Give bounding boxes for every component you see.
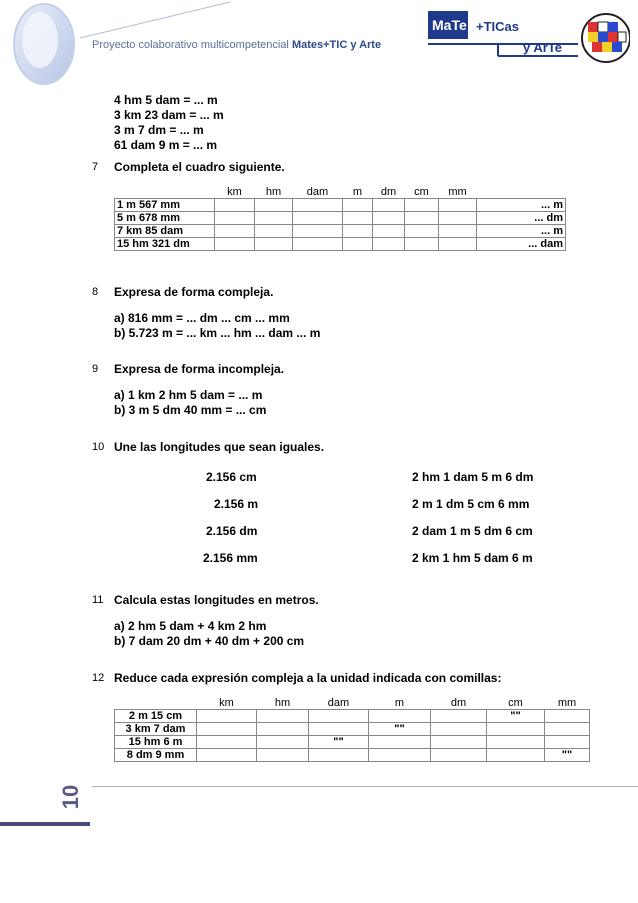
logo-text-mate: MaTe	[432, 17, 467, 33]
col-header-hm: hm	[274, 697, 291, 709]
match-left-item: 2.156 dm	[206, 524, 258, 538]
unit-mark: ""	[309, 736, 369, 749]
exercise-12-table	[114, 697, 590, 762]
exercise-7-table	[114, 186, 566, 251]
col-header-hm: hm	[265, 186, 282, 198]
match-right-item: 2 km 1 hm 5 dam 6 m	[412, 551, 533, 565]
page-number	[56, 772, 86, 822]
intro-line: 3 km 23 dam = ... m	[114, 108, 224, 122]
table-row	[115, 225, 566, 238]
row-label: 7 km 85 dam	[115, 225, 215, 238]
row-label: 8 dm 9 mm	[115, 749, 197, 762]
exercise-line: b) 7 dam 20 dm + 40 dm + 200 cm	[114, 634, 305, 648]
col-header-m: m	[352, 186, 363, 198]
footer-bar	[0, 822, 90, 826]
row-label: 1 m 567 mm	[115, 199, 215, 212]
logo-text-arte: y ArTe	[523, 40, 563, 55]
exercise-title: Expresa de forma incompleja.	[114, 362, 285, 376]
table-row	[115, 736, 590, 749]
col-header-dam: dam	[327, 697, 350, 709]
exercise-line: b) 5.723 m = ... km ... hm ... dam ... m	[114, 326, 321, 340]
exercise-number: 8	[92, 286, 99, 298]
table-row	[115, 199, 566, 212]
intro-line: 61 dam 9 m = ... m	[114, 138, 218, 152]
unit-mark: ""	[487, 710, 545, 723]
exercise-line: a) 2 hm 5 dam + 4 km 2 hm	[114, 619, 267, 633]
exercise-number: 11	[92, 594, 104, 606]
header-project-prefix: Proyecto colaborativo multicompetencial	[92, 39, 292, 51]
row-label: 3 km 7 dam	[115, 723, 197, 736]
exercise-number: 7	[92, 161, 99, 173]
match-right-item: 2 dam 1 m 5 dm 6 cm	[412, 524, 533, 538]
intro-line: 4 hm 5 dam = ... m	[114, 93, 218, 107]
unit-mark: ""	[369, 723, 431, 736]
header-project-text	[92, 39, 381, 51]
project-logo	[428, 8, 630, 70]
intro-line: 3 m 7 dm = ... m	[114, 123, 204, 137]
col-header-dam: dam	[306, 186, 329, 198]
row-label: 2 m 15 cm	[115, 710, 197, 723]
exercise-line: a) 1 km 2 hm 5 dam = ... m	[114, 388, 263, 402]
unit-mark: ""	[545, 749, 590, 762]
exercise-title: Completa el cuadro siguiente.	[114, 160, 285, 174]
table-corner	[115, 186, 215, 199]
exercise-line: a) 816 mm = ... dm ... cm ... mm	[114, 311, 290, 325]
table-row	[115, 749, 590, 762]
match-left-item: 2.156 cm	[206, 470, 257, 484]
table-row	[115, 710, 590, 723]
exercise-title: Expresa de forma compleja.	[114, 285, 274, 299]
page-number-text: 10	[58, 784, 83, 810]
col-header-km: km	[227, 186, 242, 198]
exercise-title: Une las longitudes que sean iguales.	[114, 440, 325, 454]
row-label: 15 hm 6 m	[115, 736, 197, 749]
col-header-cm: cm	[508, 697, 523, 709]
exercise-number: 9	[92, 363, 99, 375]
exercise-title: Calcula estas longitudes en metros.	[114, 593, 319, 607]
col-header-mm: mm	[448, 186, 467, 198]
row-label: 15 hm 321 dm	[115, 238, 215, 251]
table-row	[115, 212, 566, 225]
exercise-title: Reduce cada expresión compleja a la unidad indicada con comillas:	[114, 671, 502, 685]
match-left-item: 2.156 mm	[203, 551, 258, 565]
col-header-dm: dm	[380, 186, 397, 198]
col-header-km: km	[219, 697, 234, 709]
header-diagonal-line	[80, 0, 240, 40]
row-label: 5 m 678 mm	[115, 212, 215, 225]
col-header-m: m	[394, 697, 405, 709]
table-row	[115, 238, 566, 251]
match-right-item: 2 hm 1 dam 5 m 6 dm	[412, 470, 534, 484]
col-header-cm: cm	[414, 186, 429, 198]
col-header-dm: dm	[450, 697, 467, 709]
match-right-item: 2 m 1 dm 5 cm 6 mm	[412, 497, 530, 511]
logo-text-ticas: +TICas	[476, 19, 519, 34]
row-answer: ... m	[477, 225, 566, 238]
exercise-number: 10	[92, 441, 105, 453]
decorative-oval-graphic	[2, 0, 80, 92]
match-left-item: 2.156 m	[214, 497, 259, 511]
row-answer: ... m	[477, 199, 566, 212]
footer-line	[92, 786, 638, 787]
row-answer: ... dm	[477, 212, 566, 225]
table-corner	[115, 697, 197, 710]
table-row	[115, 723, 590, 736]
header-project-name: Mates+TIC y Arte	[291, 39, 382, 51]
row-answer: ... dam	[477, 238, 566, 251]
col-header-mm: mm	[557, 697, 577, 709]
exercise-line: b) 3 m 5 dm 40 mm = ... cm	[114, 403, 267, 417]
exercise-number: 12	[92, 672, 105, 684]
